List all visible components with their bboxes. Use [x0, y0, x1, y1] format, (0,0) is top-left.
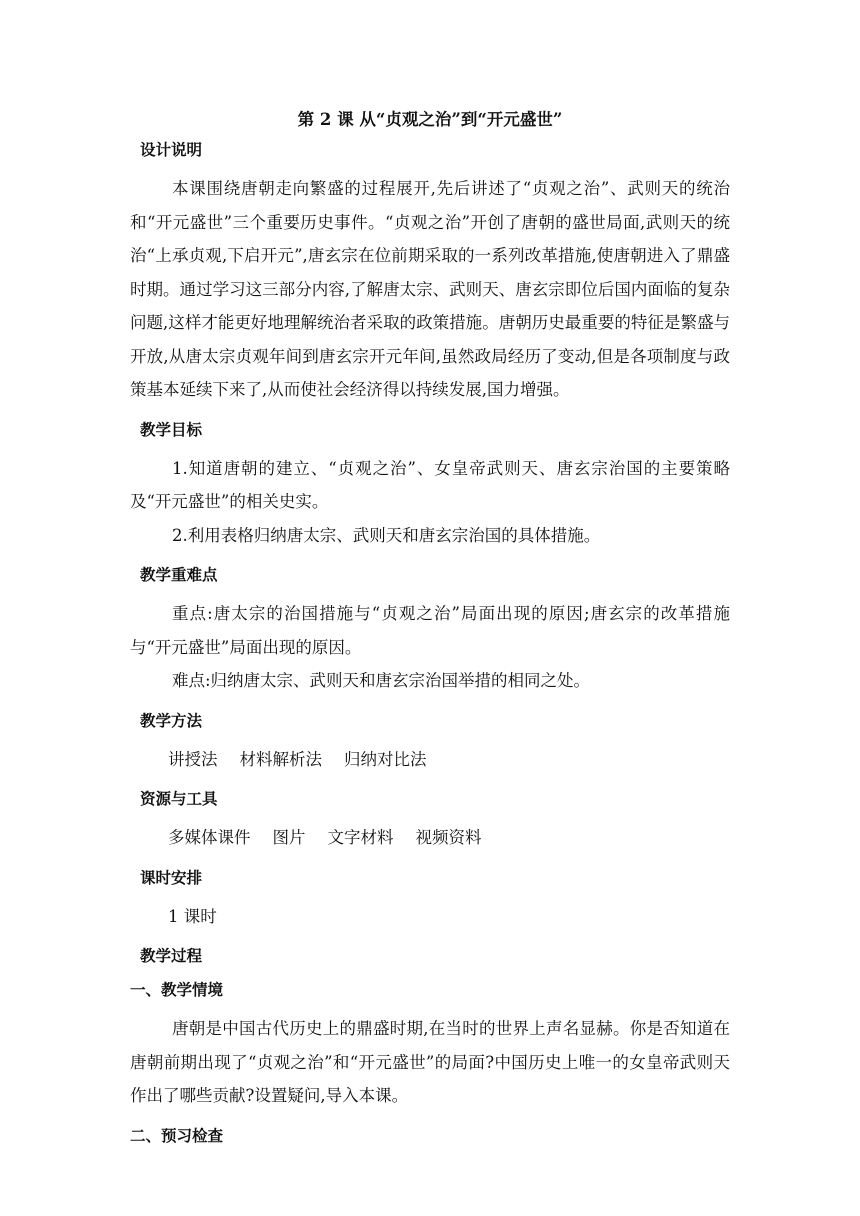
resource-item: 多媒体课件 — [168, 828, 251, 847]
step1-text: 唐朝是中国古代历史上的鼎盛时期,在当时的世界上声名显赫。你是否知道在唐朝前期出现了“贞观之治”和“开元盛世”的局面?中国历史上唯一的女皇帝武则天作出了哪些贡献?设置疑问,导入本课。 — [130, 1019, 730, 1105]
schedule-heading: 课时安排 — [140, 868, 203, 887]
design-heading: 设计说明 — [140, 141, 203, 159]
method-item: 讲授法 — [168, 749, 218, 769]
methods-list — [168, 743, 730, 777]
key-focus-text: 重点:唐太宗的治国措施与“贞观之治”局面出现的原因;唐玄宗的改革措施与“开元盛世”局面出现的原因。 — [130, 604, 730, 657]
resources-list — [168, 821, 730, 855]
method-item: 归纳对比法 — [344, 749, 427, 769]
method-item: 材料解析法 — [239, 749, 322, 769]
design-text: 本课围绕唐朝走向繁盛的过程展开,先后讲述了“贞观之治”、武则天的统治和“开元盛世”三个重要历史事件。“贞观之治”开创了唐朝的盛世局面,武则天的统治“上承贞观,下启开元”,唐玄宗在位前期采取的一系列改革措施,使唐朝进入了鼎盛时期。通过学习这三部分内容,了解唐太宗、武则天、唐玄宗即位后国内面临的复杂问题,这样才能更好地理解统治者采取的政策措施。唐朝历史最重要的特征是繁盛与开放,从唐太宗贞观年间到唐玄宗开元年间,虽然政局经历了变动,但是各项制度与政策基本延续下来了,从而使社会经济得以持续发展,国力增强。 — [130, 179, 730, 399]
schedule-value: 1 课时 — [168, 906, 217, 926]
goal-item-2: 2.利用表格归纳唐太宗、武则天和唐玄宗治国的具体措施。 — [172, 525, 601, 545]
resources-heading: 资源与工具 — [140, 790, 218, 808]
key-points-heading: 教学重难点 — [140, 566, 218, 584]
step2-heading: 二、预习检查 — [130, 1126, 224, 1145]
resource-item: 文字材料 — [327, 828, 394, 847]
lesson-title: 第 2 课 从“贞观之治”到“开元盛世” — [297, 110, 563, 129]
methods-heading: 教学方法 — [140, 711, 203, 730]
goal-item-1: 1.知道唐朝的建立、“贞观之治”、女皇帝武则天、唐玄宗治国的主要策略及“开元盛世”的相关史实。 — [130, 458, 730, 511]
goals-heading: 教学目标 — [140, 420, 203, 439]
process-heading: 教学过程 — [140, 947, 203, 965]
resource-item: 视频资料 — [415, 828, 482, 847]
key-difficulty-text: 难点:归纳唐太宗、武则天和唐玄宗治国举措的相同之处。 — [172, 671, 591, 690]
resource-item: 图片 — [272, 828, 306, 847]
step1-heading: 一、教学情境 — [130, 981, 224, 999]
